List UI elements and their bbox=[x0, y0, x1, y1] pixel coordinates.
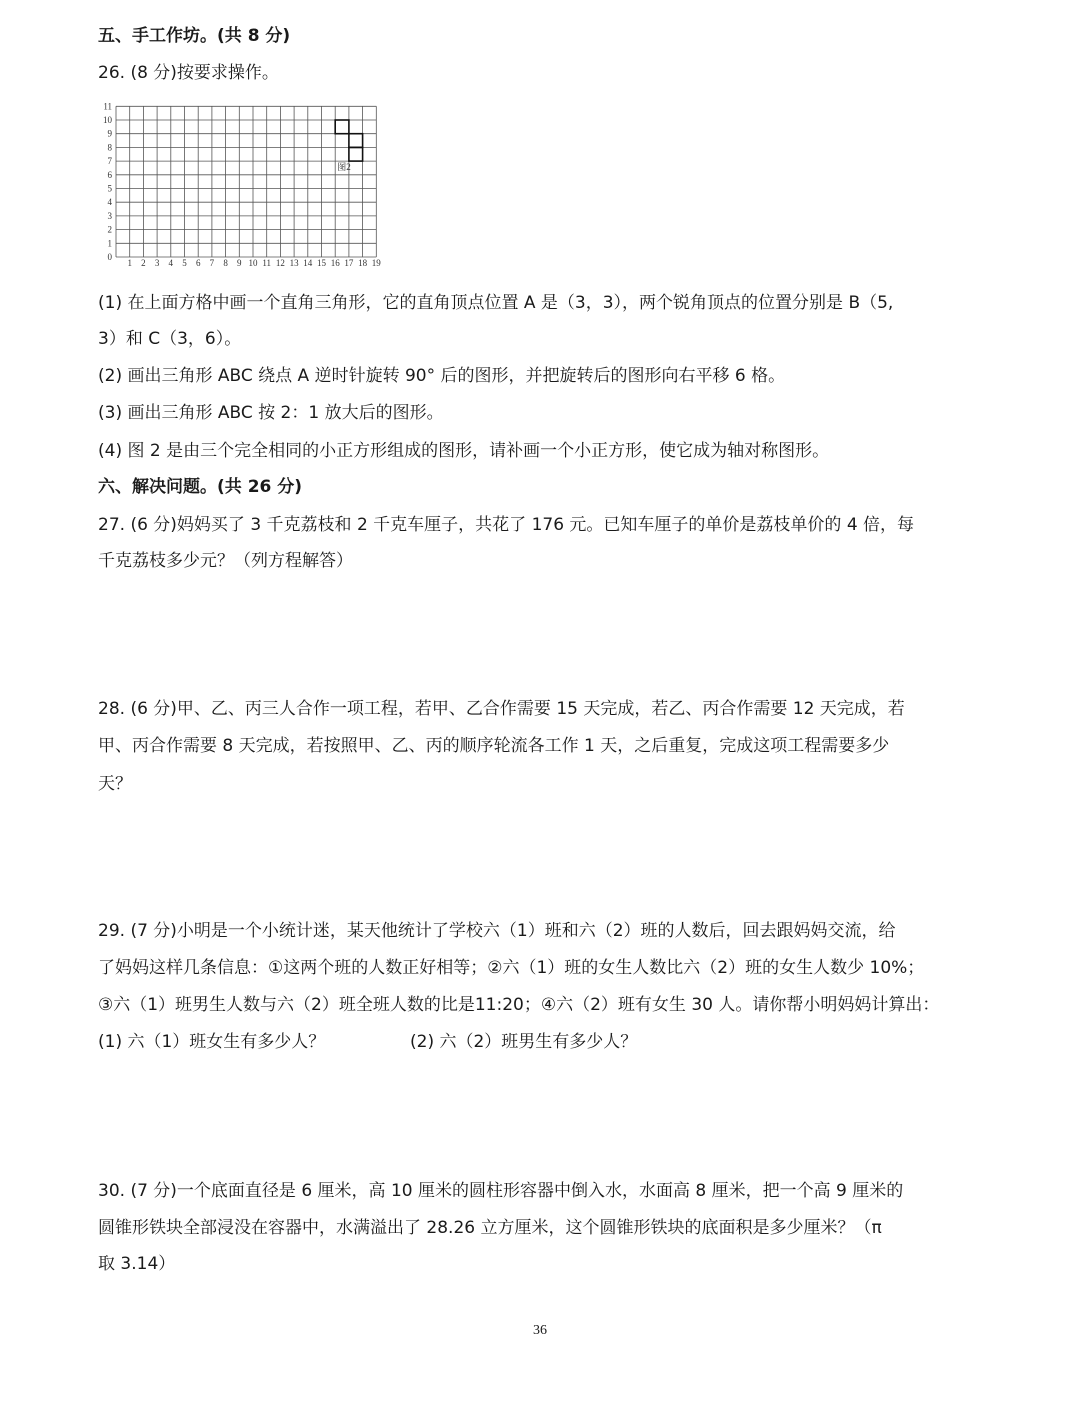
q26-title: 26. (8 分)按要求操作。 bbox=[98, 63, 279, 83]
x-tick-label: 14 bbox=[303, 258, 313, 268]
q26-part3: (3) 画出三角形 ABC 按 2：1 放大后的图形。 bbox=[98, 403, 444, 423]
figure-square bbox=[349, 134, 363, 148]
q27-line1: 27. (6 分)妈妈买了 3 千克荔枝和 2 千克车厘子，共花了 176 元。已知车厘子的单价是荔枝单价的 4 倍，每 bbox=[98, 515, 915, 535]
x-tick-label: 2 bbox=[141, 258, 146, 268]
y-tick-label: 2 bbox=[107, 224, 112, 235]
x-tick-label: 8 bbox=[223, 258, 228, 268]
q29-sub2: (2) 六（2）班男生有多少人？ bbox=[410, 1032, 638, 1052]
x-tick-label: 4 bbox=[168, 258, 174, 268]
coordinate-grid bbox=[96, 100, 396, 275]
q29-line3: ③六（1）班男生人数与六（2）班全班人数的比是11:20；④六（2）班有女生 30 人。请你帮小明妈妈计算出： bbox=[98, 995, 940, 1015]
x-tick-label: 16 bbox=[330, 258, 340, 268]
x-tick-label: 13 bbox=[289, 258, 299, 268]
q28-line1: 28. (6 分)甲、乙、丙三人合作一项工程，若甲、乙合作需要 15 天完成，若乙、丙合作需要 12 天完成，若 bbox=[98, 699, 905, 719]
x-tick-label: 17 bbox=[344, 258, 354, 268]
y-tick-label: 8 bbox=[107, 142, 112, 153]
x-tick-label: 7 bbox=[209, 258, 215, 268]
q26-part1-line2: 3）和 C（3，6）。 bbox=[98, 329, 242, 349]
figure-square bbox=[335, 120, 349, 134]
y-tick-label: 1 bbox=[107, 238, 112, 249]
y-tick-label: 5 bbox=[107, 183, 112, 194]
y-tick-label: 7 bbox=[107, 156, 112, 167]
q30-line1: 30. (7 分)一个底面直径是 6 厘米，高 10 厘米的圆柱形容器中倒入水，水面高 8 厘米，把一个高 9 厘米的 bbox=[98, 1181, 904, 1201]
section5-title: 五、手工作坊。(共 8 分) bbox=[98, 26, 291, 46]
x-tick-label: 5 bbox=[182, 258, 187, 268]
y-tick-label: 6 bbox=[107, 169, 112, 180]
grid-lines bbox=[116, 106, 376, 257]
x-tick-label: 3 bbox=[154, 258, 160, 268]
x-tick-label: 19 bbox=[371, 258, 381, 268]
q29-line2: 了妈妈这样几条信息：①这两个班的人数正好相等；②六（1）班的女生人数比六（2）班的女生人数少 10%； bbox=[98, 958, 925, 978]
y-tick-label: 10 bbox=[103, 115, 112, 125]
q28-line3: 天？ bbox=[98, 774, 132, 794]
q29-line1: 29. (7 分)小明是一个小统计迷，某天他统计了学校六（1）班和六（2）班的人数后，回去跟妈妈交流，给 bbox=[98, 921, 896, 941]
x-tick-label: 15 bbox=[317, 258, 326, 268]
q27-line2: 千克荔枝多少元？（列方程解答） bbox=[98, 551, 353, 571]
section6-title: 六、解决问题。(共 26 分) bbox=[98, 477, 303, 497]
q30-line2: 圆锥形铁块全部浸没在容器中，水满溢出了 28.26 立方厘米，这个圆锥形铁块的底面积是多少厘米？（π bbox=[98, 1218, 882, 1238]
q26-part4: (4) 图 2 是由三个完全相同的小正方形组成的图形，请补画一个小正方形，使它成为轴对称图形。 bbox=[98, 441, 830, 461]
y-tick-label: 3 bbox=[107, 210, 112, 221]
y-tick-label: 4 bbox=[107, 197, 112, 208]
y-tick-label: 9 bbox=[107, 128, 112, 139]
figure-2-label: 图2 bbox=[337, 162, 351, 173]
x-tick-label: 6 bbox=[195, 258, 201, 268]
q30-line3: 取 3.14） bbox=[98, 1254, 176, 1274]
x-tick-label: 18 bbox=[358, 258, 368, 268]
q26-part2: (2) 画出三角形 ABC 绕点 A 逆时针旋转 90° 后的图形，并把旋转后的图形向右平移 6 格。 bbox=[98, 366, 786, 386]
x-tick-label: 11 bbox=[262, 258, 272, 268]
q28-line2: 甲、丙合作需要 8 天完成，若按照甲、乙、丙的顺序轮流各工作 1 天，之后重复，完成这项工程需要多少 bbox=[98, 736, 890, 756]
x-tick-label: 10 bbox=[248, 258, 258, 268]
y-tick-label: 0 bbox=[107, 252, 112, 262]
page-number: 36 bbox=[533, 1323, 547, 1338]
figure-square bbox=[349, 147, 363, 161]
x-tick-label: 1 bbox=[127, 258, 132, 268]
q29-sub1: (1) 六（1）班女生有多少人？ bbox=[98, 1032, 326, 1052]
y-tick-label: 11 bbox=[103, 101, 112, 112]
q26-part1-line1: (1) 在上面方格中画一个直角三角形，它的直角顶点位置 A 是（3，3），两个锐角顶点的位置分别是 B（5, bbox=[98, 293, 894, 313]
x-tick-label: 9 bbox=[237, 258, 242, 268]
x-tick-label: 12 bbox=[275, 258, 285, 268]
figure-2-squares bbox=[335, 120, 362, 161]
